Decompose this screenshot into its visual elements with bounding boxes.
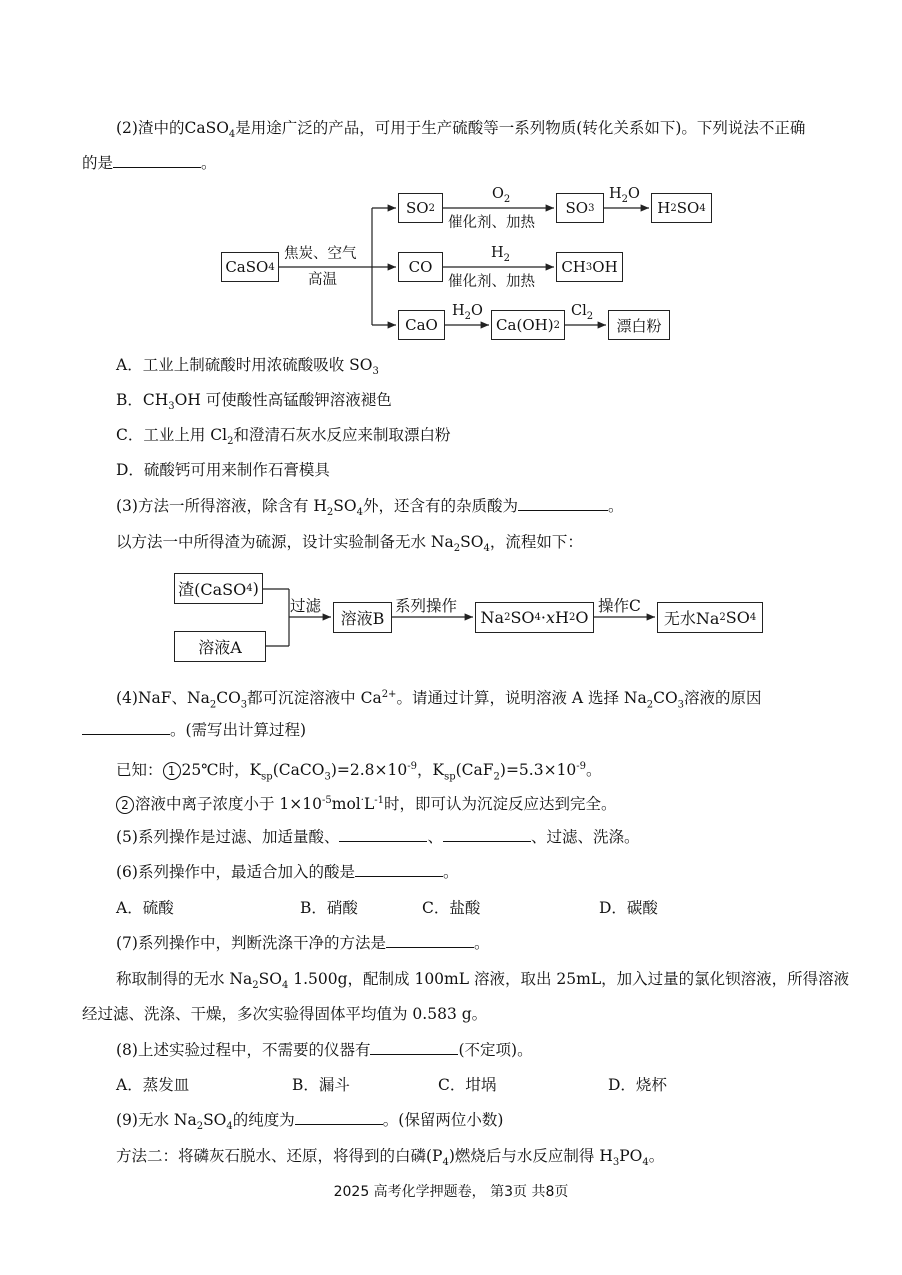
- box-slag: 渣(CaSO 4 ): [174, 573, 263, 604]
- box-solution-b: 溶液B: [333, 602, 392, 633]
- q8-option-b: B．漏斗: [292, 1076, 350, 1094]
- q6-option-c: C．盐酸: [422, 899, 481, 917]
- q6-option-d: D．碳酸: [599, 899, 658, 917]
- option-d: D．硫酸钙可用来制作石膏模具: [116, 461, 330, 479]
- label-h2: $H_2$: [491, 245, 511, 264]
- answer-blank[interactable]: [443, 827, 531, 842]
- answer-blank[interactable]: [82, 720, 170, 735]
- answer-blank[interactable]: [370, 1040, 458, 1055]
- option-c: C．工业上用 $Cl_2$和澄清石灰水反应来制取漂白粉: [116, 426, 451, 448]
- weigh-line1: 称取制得的无水 $Na_2SO_4$ 1.500g，配制成 100mL 溶液，取出 25mL，加入过量的氯化钡溶液，所得溶液: [116, 970, 850, 992]
- option-a: A．工业上制硫酸时用浓硫酸吸收 $SO_3$: [116, 356, 379, 378]
- label-filter: 过滤: [290, 597, 322, 615]
- known-line2: 2 溶液中离子浓度小于 $1\times 10^{-5}mol^\cdot L^{-1}$时，即可认为沉淀反应达到完全。: [116, 791, 617, 814]
- label-h2o-1: $H_2O$: [609, 186, 640, 205]
- answer-blank[interactable]: [355, 862, 443, 877]
- box-anhydrous: 无水Na 2 SO 4: [657, 602, 763, 633]
- box-cao: CaO: [398, 310, 445, 340]
- q9-line: (9)无水 $Na_2SO_4$的纯度为 。(保留两位小数): [116, 1111, 504, 1133]
- label-catalyst-1: 催化剂、加热: [448, 215, 535, 231]
- label-op-c: 操作C: [598, 597, 641, 615]
- q4-line2: 。(需写出计算过程): [82, 720, 306, 740]
- q2-line1: (2)渣中的CaSO$_4$是用途广泛的产品，可用于生产硫酸等一系列物质(转化关系如下)。下列说法不正确: [116, 119, 806, 141]
- box-co: CO: [398, 252, 443, 282]
- box-caso4: CaSO 4: [221, 252, 279, 282]
- circle-1-icon: 1: [163, 762, 181, 780]
- known-line1: 已知： 1 25℃时，$K_{sp}(CaCO_3)=2.8\times 10^{-9}$，$K_{sp}(CaF_2)=5.3\times 10^{-9}$。: [116, 761, 602, 783]
- box-ch3oh: CH 3 OH: [556, 252, 623, 282]
- box-caoh2: Ca(OH) 2: [491, 310, 565, 340]
- q8-line: (8)上述实验过程中，不需要的仪器有 (不定项)。: [116, 1041, 533, 1059]
- q6-line: (6)系列操作中，最适合加入的酸是 。: [116, 863, 459, 881]
- box-hydrate: Na 2 SO 4 · x H 2 O: [475, 602, 594, 633]
- cond-coke-air: 焦炭、空气: [284, 246, 357, 262]
- answer-blank[interactable]: [518, 496, 608, 511]
- label-o2: $O_2$: [492, 186, 511, 205]
- q5-line: (5)系列操作是过滤、加适量酸、 、 、过滤、洗涤。: [116, 828, 640, 846]
- cond-high-temp: 高温: [308, 272, 337, 288]
- label-h2o-2: $H_2O$: [452, 303, 483, 322]
- q8-option-c: C．坩埚: [438, 1076, 497, 1094]
- page-footer: 2025 高考化学押题卷， 第3页 共8页: [333, 1184, 569, 1200]
- q4-line1: (4)NaF、$Na_2CO_3$都可沉淀溶液中 $Ca^{2+}$。请通过计算，说明溶液 A 选择 $Na_2CO_3$溶液的原因: [116, 689, 762, 711]
- q2-line2: 的是 。: [82, 154, 217, 172]
- label-cl2: $Cl_2$: [571, 303, 594, 322]
- answer-blank[interactable]: [339, 827, 427, 842]
- q8-option-d: D．烧杯: [608, 1076, 667, 1094]
- q7-line: (7)系列操作中，判断洗涤干净的方法是 。: [116, 934, 490, 952]
- box-bleach: 漂白粉: [608, 310, 670, 340]
- box-solution-a: 溶液A: [174, 631, 266, 662]
- method2-line: 方法二：将磷灰石脱水、还原，将得到的白磷$(P_4)$燃烧后与水反应制得 $H_3PO_4$。: [116, 1147, 665, 1169]
- box-h2so4: H 2 SO 4: [651, 193, 712, 223]
- answer-blank[interactable]: [386, 933, 474, 948]
- box-so2: SO 2: [398, 193, 443, 223]
- box-so3: SO 3: [556, 193, 604, 223]
- answer-blank[interactable]: [295, 1110, 383, 1125]
- weigh-line2: 经过滤、洗涤、干燥，多次实验得固体平均值为 0.583 g。: [82, 1005, 488, 1023]
- q6-option-a: A．硫酸: [116, 899, 174, 917]
- intro-line: 以方法一中所得渣为硫源，设计实验制备无水 $Na_2SO_4$，流程如下：: [116, 533, 583, 555]
- q3-line: (3)方法一所得溶液，除含有 $H_2SO_4$外，还含有的杂质酸为 。: [116, 497, 624, 519]
- label-catalyst-2: 催化剂、加热: [448, 274, 535, 290]
- q6-option-b: B．硝酸: [300, 899, 358, 917]
- circle-2-icon: 2: [116, 796, 134, 814]
- option-b: B．$CH_3OH$ 可使酸性高锰酸钾溶液褪色: [116, 391, 392, 413]
- label-series-ops: 系列操作: [395, 597, 458, 615]
- q8-option-a: A．蒸发皿: [116, 1076, 190, 1094]
